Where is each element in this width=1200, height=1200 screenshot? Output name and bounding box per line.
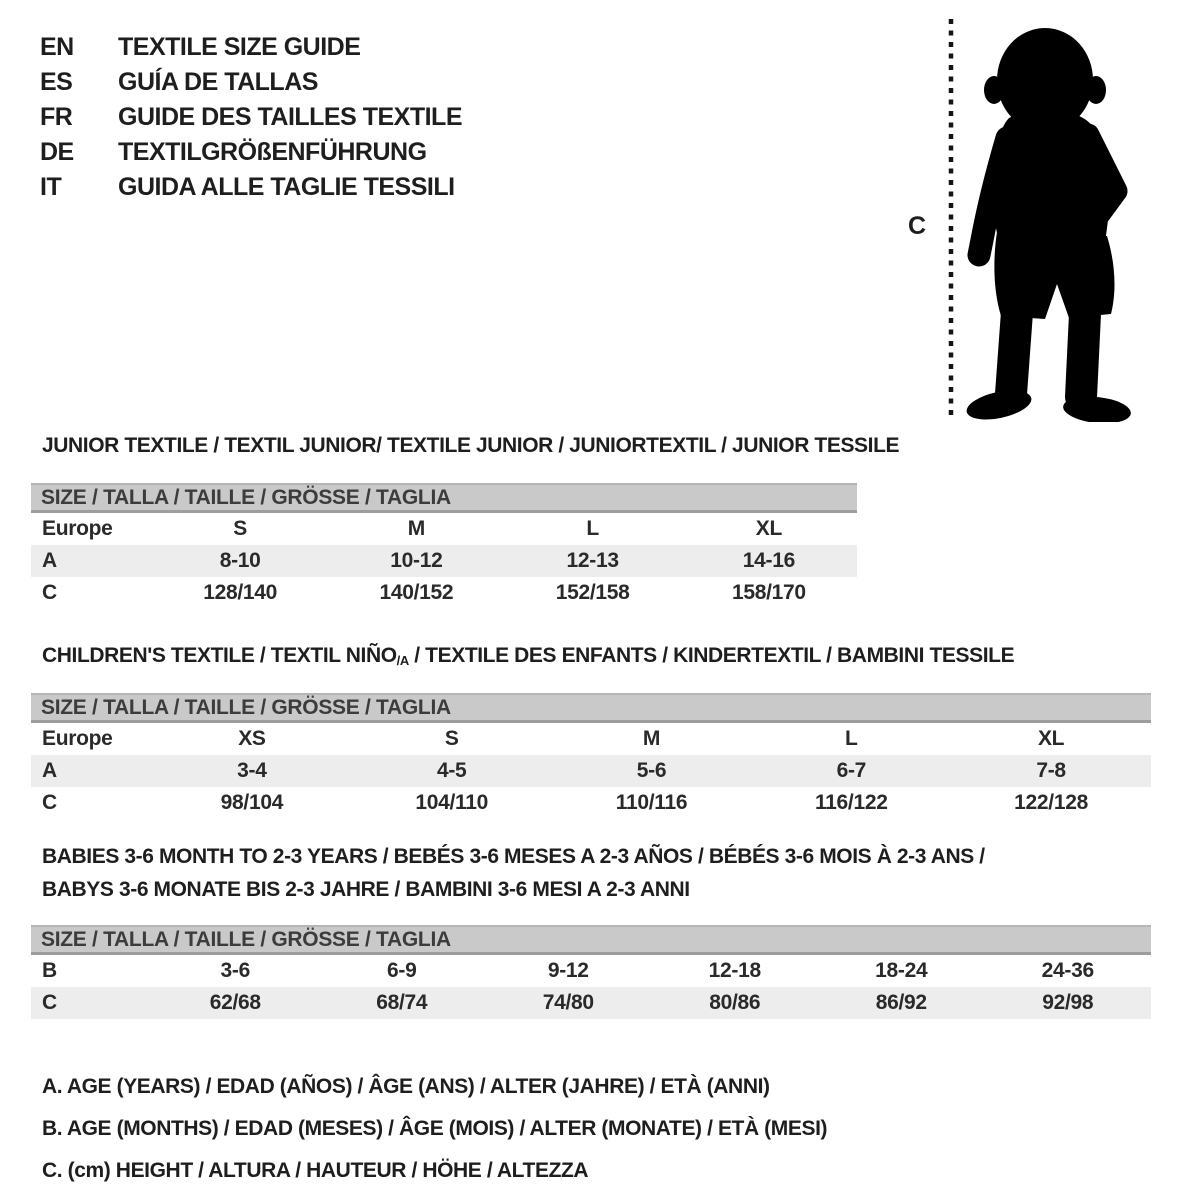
age-cell: 3-4: [237, 759, 267, 782]
height-cell: 140/152: [379, 581, 454, 604]
height-cell: 128/140: [203, 581, 278, 604]
size-cell: S: [233, 517, 247, 540]
age-cell: 18-24: [875, 959, 928, 982]
age-cell: 7-8: [1036, 759, 1066, 782]
size-cell: M: [407, 517, 425, 540]
guide-title: GUIDA ALLE TAGLIE TESSILI: [118, 173, 455, 201]
language-code: ES: [40, 68, 73, 96]
table-row: [31, 513, 857, 545]
age-cell: 8-10: [219, 549, 261, 572]
babies-heading-line2: BABYS 3-6 MONATE BIS 2-3 JAHRE / BAMBINI 3-6 MESI A 2-3 ANNI: [42, 878, 690, 901]
babies-heading-line1: BABIES 3-6 MONTH TO 2-3 YEARS / BEBÉS 3-6 MESES A 2-3 AÑOS / BÉBÉS 3-6 MOIS À 2-3 ANS /: [42, 845, 985, 868]
age-cell: 14-16: [742, 549, 795, 572]
height-cell: 158/170: [731, 581, 806, 604]
list-item: [40, 30, 462, 65]
language-code: FR: [40, 103, 73, 131]
guide-title: TEXTILGRÖßENFÜHRUNG: [118, 138, 427, 166]
row-label: C: [42, 581, 57, 604]
height-cell: 62/68: [209, 991, 261, 1014]
age-cell: 4-5: [436, 759, 467, 782]
list-item: [40, 100, 462, 135]
language-code: DE: [40, 138, 74, 166]
table-row: [31, 545, 857, 577]
row-label: B: [42, 959, 57, 982]
footnote-height-cm: C. (cm) HEIGHT / ALTURA / HAUTEUR / HÖHE / ALTEZZA: [42, 1159, 589, 1182]
size-cell: XL: [755, 517, 782, 540]
babies-section-heading: [42, 840, 985, 906]
height-cell: 98/104: [220, 791, 284, 814]
junior-section-heading: JUNIOR TEXTILE / TEXTIL JUNIOR/ TEXTILE JUNIOR / JUNIORTEXTIL / JUNIOR TESSILE: [42, 434, 900, 457]
table-row: [31, 577, 857, 609]
footnote-age-months: B. AGE (MONTHS) / EDAD (MESES) / ÂGE (MOIS) / ALTER (MONATE) / ETÀ (MESI): [42, 1117, 828, 1140]
row-label: C: [42, 991, 57, 1014]
height-cell: 152/158: [555, 581, 630, 604]
children-heading-subscript: /A: [396, 653, 409, 668]
children-heading-part2: / TEXTILE DES ENFANTS / KINDERTEXTIL / BAMBINI TESSILE: [408, 644, 1015, 667]
age-cell: 6-9: [387, 959, 417, 982]
age-cell: 3-6: [220, 959, 250, 982]
guide-title: GUÍA DE TALLAS: [118, 68, 318, 96]
row-label: A: [42, 549, 57, 572]
size-cell: XS: [238, 727, 266, 750]
height-cell: 68/74: [376, 991, 428, 1014]
row-label: A: [42, 759, 57, 782]
toddler-silhouette-image: [957, 22, 1147, 422]
table-row: [31, 723, 1151, 755]
age-cell: 9-12: [547, 959, 589, 982]
height-cell: 122/128: [1014, 791, 1088, 814]
age-cell: 6-7: [836, 759, 867, 782]
babies-size-table: [31, 925, 1151, 1019]
footnote-age-years: A. AGE (YEARS) / EDAD (AÑOS) / ÂGE (ANS) / ALTER (JAHRE) / ETÀ (ANNI): [42, 1075, 770, 1098]
legend-footnotes: [42, 1066, 827, 1192]
size-cell: M: [642, 727, 661, 750]
size-header-bar: SIZE / TALLA / TAILLE / GRÖSSE / TAGLIA: [31, 925, 1151, 955]
list-item: [40, 135, 462, 170]
guide-title: TEXTILE SIZE GUIDE: [118, 33, 361, 61]
language-code: IT: [40, 173, 62, 201]
height-cell: 74/80: [542, 991, 594, 1014]
size-header-bar: SIZE / TALLA / TAILLE / GRÖSSE / TAGLIA: [31, 483, 857, 513]
size-cell: S: [444, 727, 459, 750]
age-cell: 5-6: [636, 759, 667, 782]
size-cell: L: [845, 727, 858, 750]
height-cell: 104/110: [415, 791, 489, 814]
age-cell: 10-12: [390, 549, 443, 572]
height-cell: 116/122: [814, 791, 888, 814]
height-measure-label: C: [908, 212, 927, 240]
age-cell: 24-36: [1041, 959, 1094, 982]
language-code: EN: [40, 33, 74, 61]
height-cell: 80/86: [709, 991, 761, 1014]
guide-title: GUIDE DES TAILLES TEXTILE: [118, 103, 463, 131]
size-cell: XL: [1037, 727, 1065, 750]
children-size-table: [31, 693, 1151, 819]
row-label: Europe: [42, 727, 113, 750]
children-heading-part1: CHILDREN'S TEXTILE / TEXTIL NIÑO: [42, 644, 397, 667]
height-cell: 92/98: [1042, 991, 1094, 1014]
height-measure-dashed-line: [946, 16, 956, 420]
table-row: [31, 755, 1151, 787]
table-row: [31, 955, 1151, 987]
size-cell: L: [586, 517, 599, 540]
age-cell: 12-18: [708, 959, 761, 982]
height-cell: 110/116: [615, 791, 688, 814]
language-title-list: [40, 30, 462, 205]
junior-size-table: [31, 483, 857, 609]
row-label: C: [42, 791, 57, 814]
table-row: [31, 787, 1151, 819]
table-row: [31, 987, 1151, 1019]
size-header-bar: SIZE / TALLA / TAILLE / GRÖSSE / TAGLIA: [31, 693, 1151, 723]
list-item: [40, 65, 462, 100]
list-item: [40, 170, 462, 205]
children-section-heading: [42, 644, 1014, 668]
age-cell: 12-13: [566, 549, 619, 572]
height-cell: 86/92: [875, 991, 927, 1014]
row-label: Europe: [42, 517, 113, 540]
